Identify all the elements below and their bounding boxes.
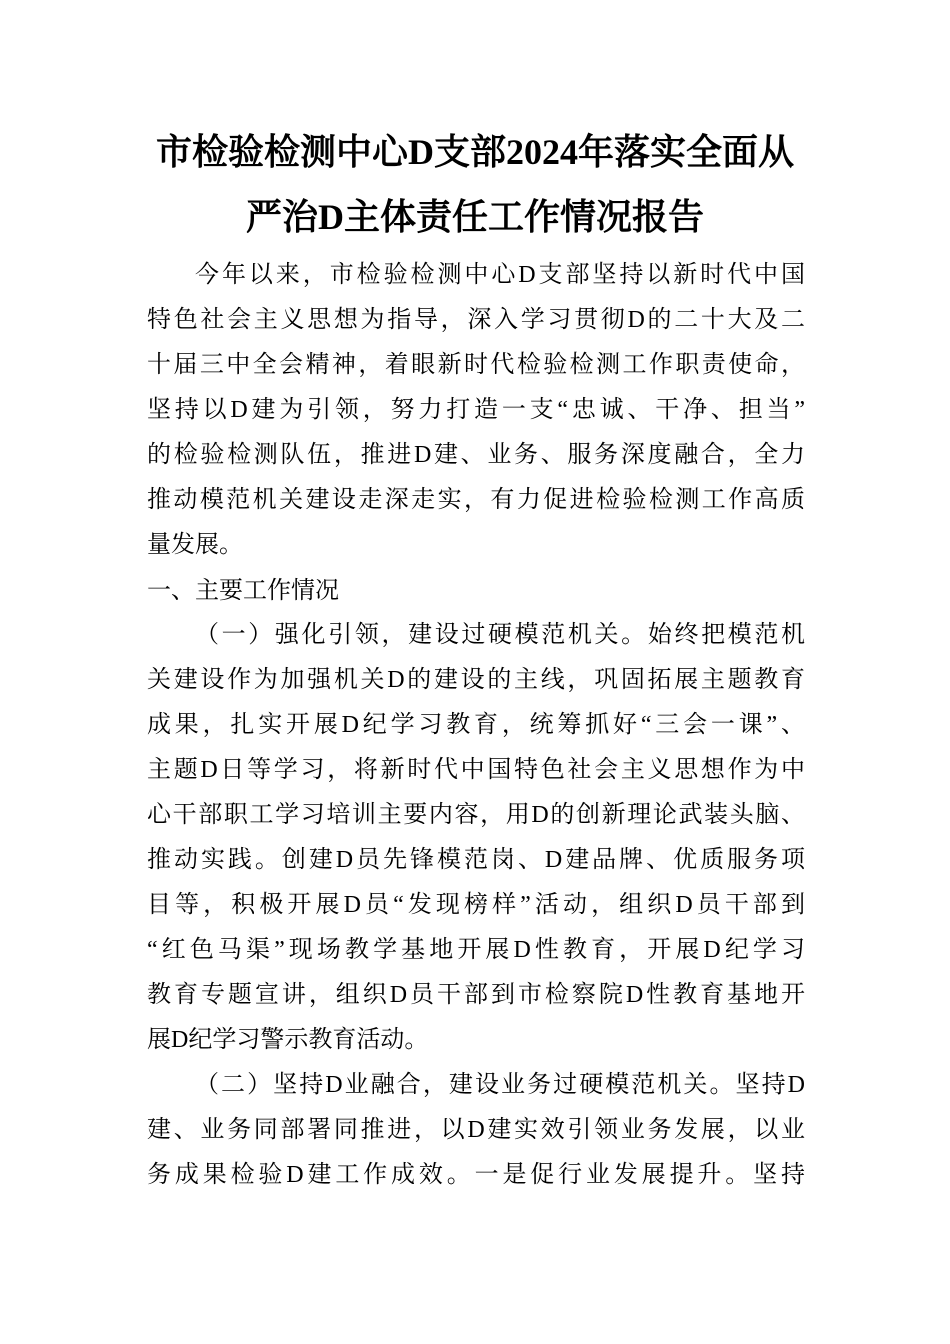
text-line: 成果，扎实开展D纪学习教育，统筹抓好“三会一课”、 <box>147 712 805 738</box>
text-line: 展D纪学习警示教育活动。 <box>147 1027 429 1053</box>
text-line: 推动实践。创建D员先锋模范岗、D建品牌、优质服务项 <box>147 847 805 873</box>
text-line: 特色社会主义思想为指导，深入学习贯彻D的二十大及二 <box>147 307 805 333</box>
text-line: 建、业务同部署同推进，以D建实效引领业务发展，以业 <box>147 1117 805 1143</box>
document-title-line-1: 市检验检测中心D支部2024年落实全面从 <box>156 132 794 172</box>
text-line: （一）强化引领，建设过硬模范机关。始终把模范机 <box>195 622 805 648</box>
text-line: 心干部职工学习培训主要内容，用D的创新理论武装头脑、 <box>147 802 805 828</box>
text-line: 十届三中全会精神，着眼新时代检验检测工作职责使命， <box>147 352 805 378</box>
text-line: 坚持以D建为引领，努力打造一支“忠诚、干净、担当” <box>147 397 805 423</box>
text-line: 教育专题宣讲，组织D员干部到市检察院D性教育基地开 <box>147 982 805 1008</box>
text-line: 量发展。 <box>147 532 243 558</box>
text-line: 务成果检验D建工作成效。一是促行业发展提升。坚持 <box>147 1162 805 1188</box>
text-line: （二）坚持D业融合，建设业务过硬模范机关。坚持D <box>195 1072 805 1098</box>
text-line: “红色马渠”现场教学基地开展D性教育，开展D纪学习 <box>147 937 805 963</box>
document-title-line-2: 严治D主体责任工作情况报告 <box>246 197 704 237</box>
text-line: 关建设作为加强机关D的建设的主线，巩固拓展主题教育 <box>147 667 805 693</box>
text-line: 目等，积极开展D员“发现榜样”活动，组织D员干部到 <box>147 892 805 918</box>
text-line: 推动模范机关建设走深走实，有力促进检验检测工作高质 <box>147 487 805 513</box>
text-line: 的检验检测队伍，推进D建、业务、服务深度融合，全力 <box>147 442 805 468</box>
text-line: 今年以来，市检验检测中心D支部坚持以新时代中国 <box>195 262 805 288</box>
section-heading: 一、主要工作情况 <box>147 577 339 604</box>
text-line: 主题D日等学习，将新时代中国特色社会主义思想作为中 <box>147 757 805 783</box>
document-body <box>147 253 805 1198</box>
